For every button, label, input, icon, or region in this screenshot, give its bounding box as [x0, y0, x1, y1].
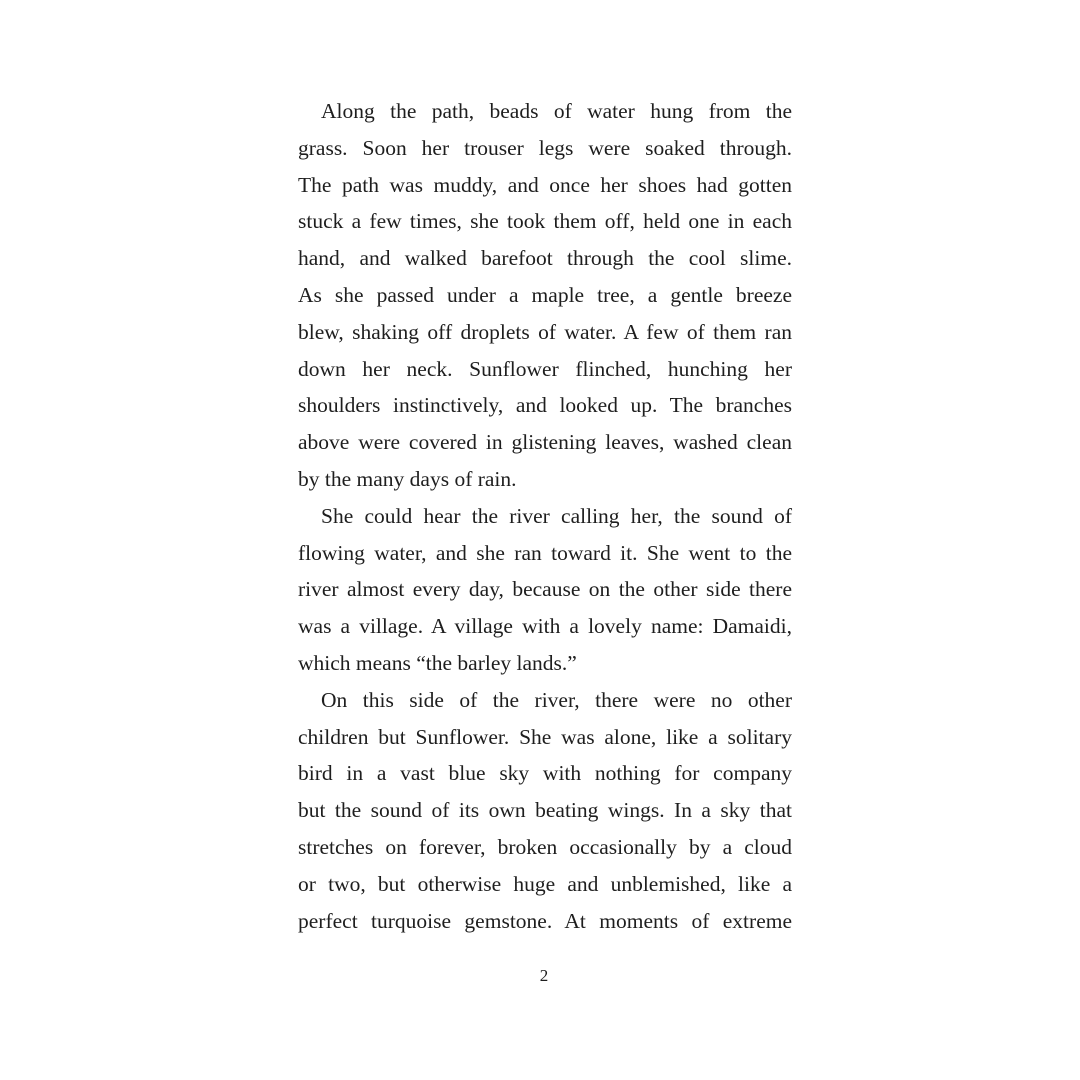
text-line: She could hear the river calling her, the sound of	[321, 503, 792, 528]
text-line: shoulders instinctively, and looked up. The branches	[298, 393, 792, 418]
text-line: stuck a few times, she took them off, held one in each	[298, 209, 792, 234]
body-text	[298, 93, 792, 939]
text-line: was a village. A village with a lovely name: Damaidi,	[298, 614, 792, 639]
text-line: perfect turquoise gemstone. At moments of extreme	[298, 908, 792, 933]
text-line: The path was muddy, and once her shoes had gotten	[298, 172, 792, 197]
text-line: bird in a vast blue sky with nothing for company	[298, 761, 792, 786]
page-number: 2	[539, 966, 549, 985]
text-line: grass. Soon her trouser legs were soaked through.	[298, 135, 792, 160]
text-line: down her neck. Sunflower flinched, hunching her	[298, 356, 792, 381]
text-line: Along the path, beads of water hung from the	[321, 99, 792, 123]
text-line: or two, but otherwise huge and unblemished, like a	[298, 871, 792, 896]
text-line: river almost every day, because on the other side there	[298, 577, 792, 602]
text-line: flowing water, and she ran toward it. She went to the	[298, 540, 792, 565]
text-line: blew, shaking off droplets of water. A few of them ran	[298, 319, 792, 344]
paragraph	[298, 682, 792, 940]
text-line: which means “the barley lands.”	[298, 650, 577, 675]
text-line: but the sound of its own beating wings. In a sky that	[298, 798, 792, 823]
text-line: On this side of the river, there were no other	[321, 687, 792, 712]
text-line: As she passed under a maple tree, a gentle breeze	[298, 282, 792, 307]
text-line: above were covered in glistening leaves, washed clean	[298, 430, 792, 455]
paragraph	[298, 498, 792, 682]
text-line: hand, and walked barefoot through the cool slime.	[298, 246, 792, 271]
text-line: by the many days of rain.	[298, 466, 517, 491]
text-line: children but Sunflower. She was alone, like a solitary	[298, 724, 792, 749]
text-line: stretches on forever, broken occasionally by a cloud	[298, 834, 792, 859]
paragraph	[298, 93, 792, 498]
